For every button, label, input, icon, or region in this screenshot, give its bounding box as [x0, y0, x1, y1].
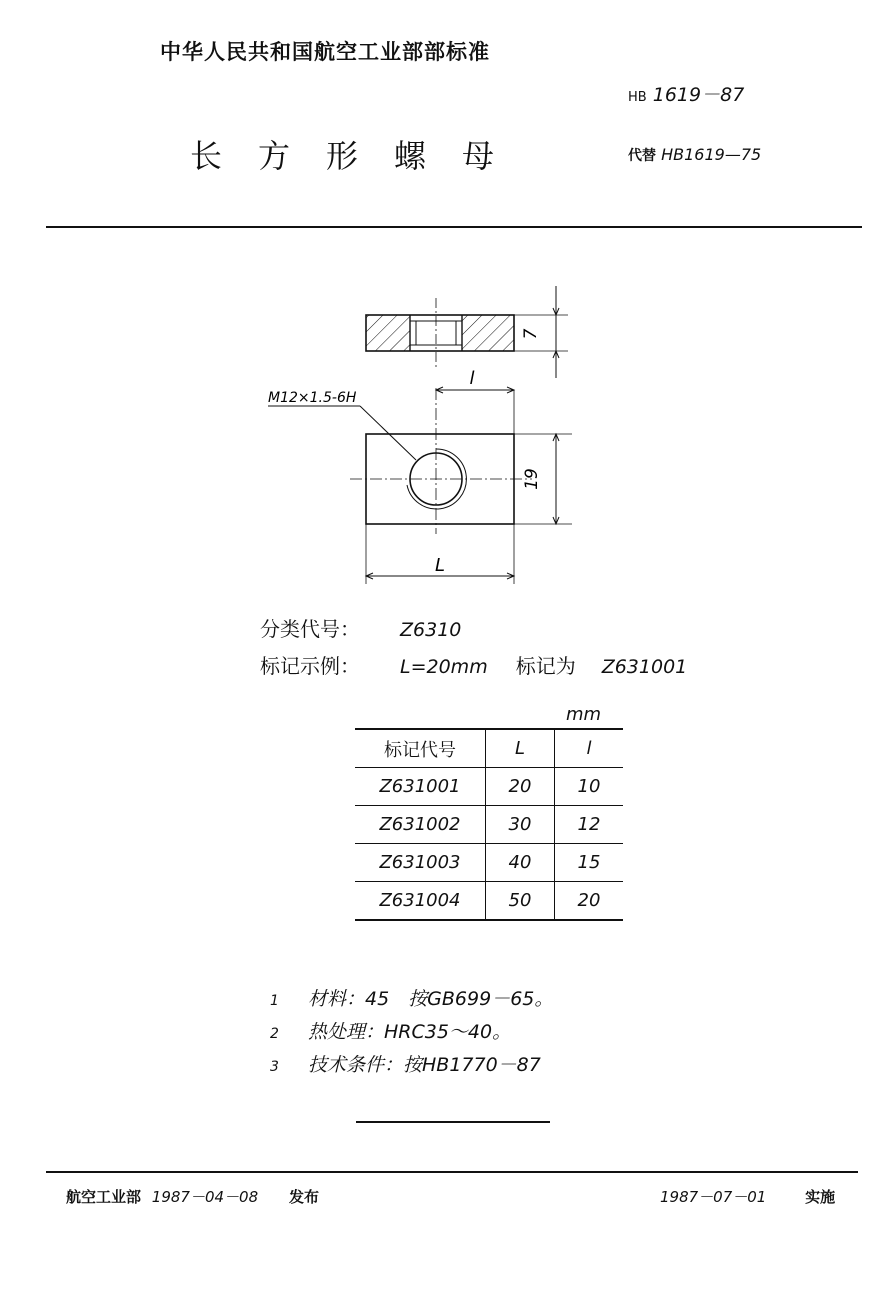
cell-code: Z631003 [355, 844, 486, 882]
header-hole-offset: l [555, 729, 624, 768]
standard-number [628, 80, 744, 107]
note-item [270, 984, 553, 1011]
dimension-table [355, 728, 623, 921]
issuer: 航空工业部 [66, 1188, 142, 1206]
cell-code: Z631002 [355, 806, 486, 844]
marking-as-label: 标记为 [515, 654, 576, 678]
table-header-row [355, 729, 623, 768]
classification-label: 分类代号： [260, 617, 360, 641]
header-marking-code: 标记代号 [355, 729, 486, 768]
replaces-label: 代替 [628, 148, 656, 164]
note-item [270, 1050, 541, 1077]
end-rule [356, 1121, 550, 1123]
table-row [355, 882, 623, 921]
cell-length: 50 [486, 882, 555, 921]
note-text: 技术条件：按HB1770－87 [308, 1054, 541, 1076]
note-text: 材料：45 按GB699－65。 [308, 988, 554, 1010]
organization-title: 中华人民共和国航空工业部部标准 [160, 40, 490, 64]
cell-offset: 12 [555, 806, 624, 844]
nut-drawing [250, 278, 590, 598]
document-title: 长方形螺母 [190, 137, 531, 175]
classification-value: Z6310 [400, 619, 462, 641]
cell-code: Z631004 [355, 882, 486, 921]
note-number: 1 [270, 993, 279, 1009]
cell-length: 30 [486, 806, 555, 844]
cell-length: 20 [486, 768, 555, 806]
standard-prefix: HB [628, 90, 647, 105]
length-dimension-label: L [434, 555, 446, 576]
header-divider [46, 226, 862, 228]
marking-example-label: 标记示例： [260, 654, 360, 678]
marking-code: Z631001 [601, 656, 688, 678]
table-row [355, 768, 623, 806]
note-number: 2 [270, 1026, 279, 1042]
replaces-standard [628, 145, 761, 165]
note-item [270, 1017, 511, 1044]
issue-info [66, 1186, 319, 1207]
effective-info [660, 1186, 835, 1207]
note-number: 3 [270, 1059, 279, 1075]
standard-number-value: 1619－87 [652, 84, 745, 106]
cell-offset: 15 [555, 844, 624, 882]
cell-offset: 10 [555, 768, 624, 806]
effective-date: 1987－07－01 [660, 1188, 767, 1206]
table-unit: mm [566, 704, 602, 725]
marking-example-value: L=20mm [400, 656, 488, 678]
classification-line [260, 613, 461, 642]
hole-offset-dimension-label: l [469, 368, 475, 389]
cell-length: 40 [486, 844, 555, 882]
effective-label: 实施 [805, 1188, 836, 1206]
note-text: 热处理：HRC35～40。 [308, 1021, 512, 1043]
issue-date: 1987－04－08 [151, 1188, 259, 1206]
issue-label: 发布 [288, 1188, 319, 1206]
thread-label: M12×1.5-6H [268, 390, 357, 406]
replaces-value: HB1619—75 [661, 145, 762, 164]
cell-code: Z631001 [355, 768, 486, 806]
header-length: L [486, 729, 555, 768]
table-row [355, 844, 623, 882]
cell-offset: 20 [555, 882, 624, 921]
thickness-dimension-label: 7 [521, 328, 541, 340]
width-dimension-label: 19 [522, 468, 542, 490]
marking-example-line [260, 650, 687, 679]
table-row [355, 806, 623, 844]
footer-divider [46, 1171, 858, 1173]
